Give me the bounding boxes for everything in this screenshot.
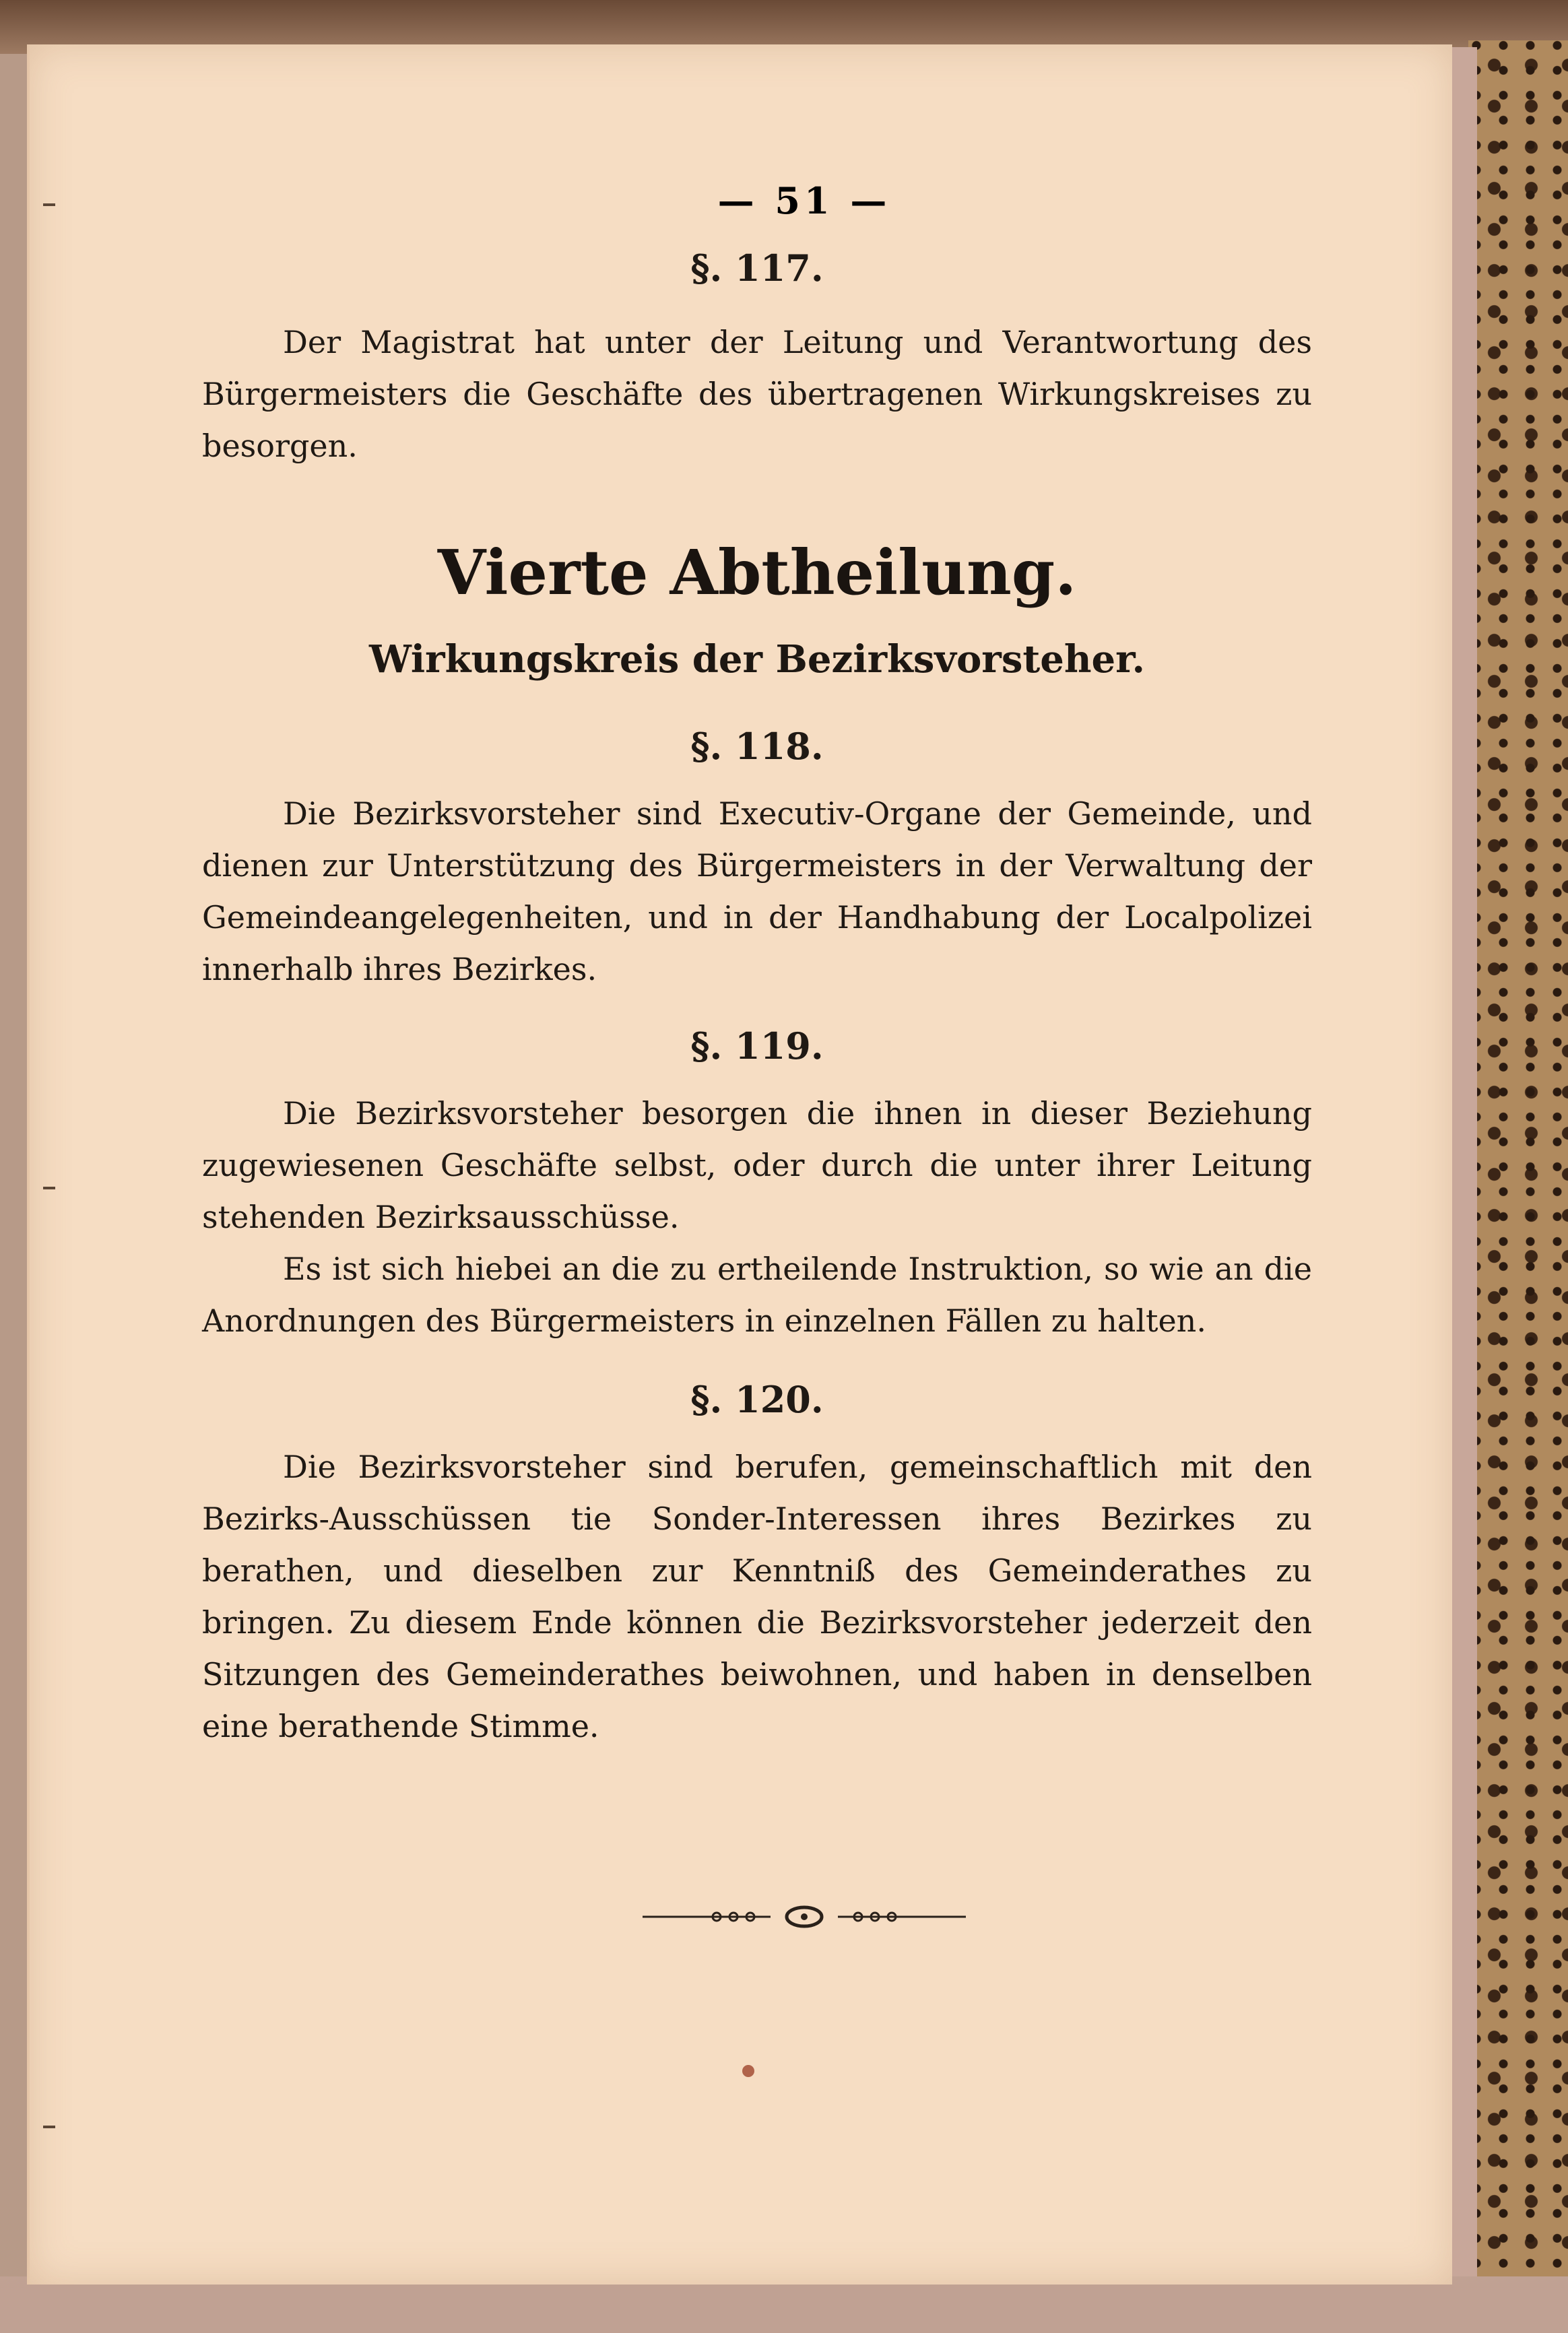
- paragraph-text: Es ist sich hiebei an die zu ertheilende Instruktion, so wie an die Anordnungen des Bürgermeisters in einzelnen Fällen zu halten.: [202, 1251, 1312, 1339]
- margin-mark: [43, 2126, 55, 2128]
- book-cover-edge: [1448, 47, 1477, 2333]
- division-title: Vierte Abtheilung.: [437, 536, 1077, 609]
- paper-stain: [742, 2065, 754, 2077]
- page-number: — 51 —: [717, 179, 891, 222]
- section-120: [202, 1378, 1312, 1752]
- paragraph-text: Der Magistrat hat unter der Leitung und Verantwortung des Bürgermeisters die Geschäfte des übertragenen Wirkungskreises zu besorgen.: [202, 324, 1312, 464]
- section-117: [202, 247, 1312, 472]
- book-page: [27, 44, 1452, 2285]
- paragraph-text: Die Bezirksvorsteher sind berufen, gemeinschaftlich mit den Bezirks-Ausschüssen tie Sonder-Interessen ihres Bezirkes zu berathen, und dieselben zur Kenntniß des Gemeinderathes zu bringen. Zu diesem Ende können die Bezirksvorsteher jederzeit den Sitzungen des Gemeinderathes beiwohnen, und haben in denselben eine berathende Stimme.: [202, 1449, 1312, 1744]
- paragraph-text: Die Bezirksvorsteher besorgen die ihnen in dieser Beziehung zugewiesenen Geschäfte selbst, oder durch die unter ihrer Leitung stehenden Bezirksausschüsse.: [202, 1095, 1312, 1235]
- section-119: [202, 1024, 1312, 1347]
- paragraph-heading: §. 118.: [690, 725, 824, 768]
- paragraph-heading: §. 117.: [690, 247, 824, 290]
- paragraph-body: [202, 1088, 1312, 1347]
- margin-mark: [43, 203, 55, 206]
- division-subtitle: Wirkungskreis der Bezirksvorsteher.: [368, 637, 1146, 682]
- section-118: [202, 725, 1312, 995]
- paragraph-body: [202, 317, 1312, 472]
- marbled-book-cover: [1468, 40, 1568, 2333]
- scan-background-bottom: [0, 2276, 1568, 2333]
- margin-mark: [43, 1187, 55, 1189]
- paragraph-heading: §. 120.: [690, 1378, 824, 1421]
- paragraph-heading: §. 119.: [690, 1024, 824, 1067]
- ornament-divider: [636, 1903, 973, 1930]
- paragraph-text: Die Bezirksvorsteher sind Executiv-Organe der Gemeinde, und dienen zur Unterstützung des Bürgermeisters in der Verwaltung der Gemeindeangelegenheiten, und in der Handhabung der Localpolizei innerhalb ihres Bezirkes.: [202, 795, 1312, 987]
- paragraph-body: [202, 788, 1312, 995]
- paragraph-body: [202, 1441, 1312, 1752]
